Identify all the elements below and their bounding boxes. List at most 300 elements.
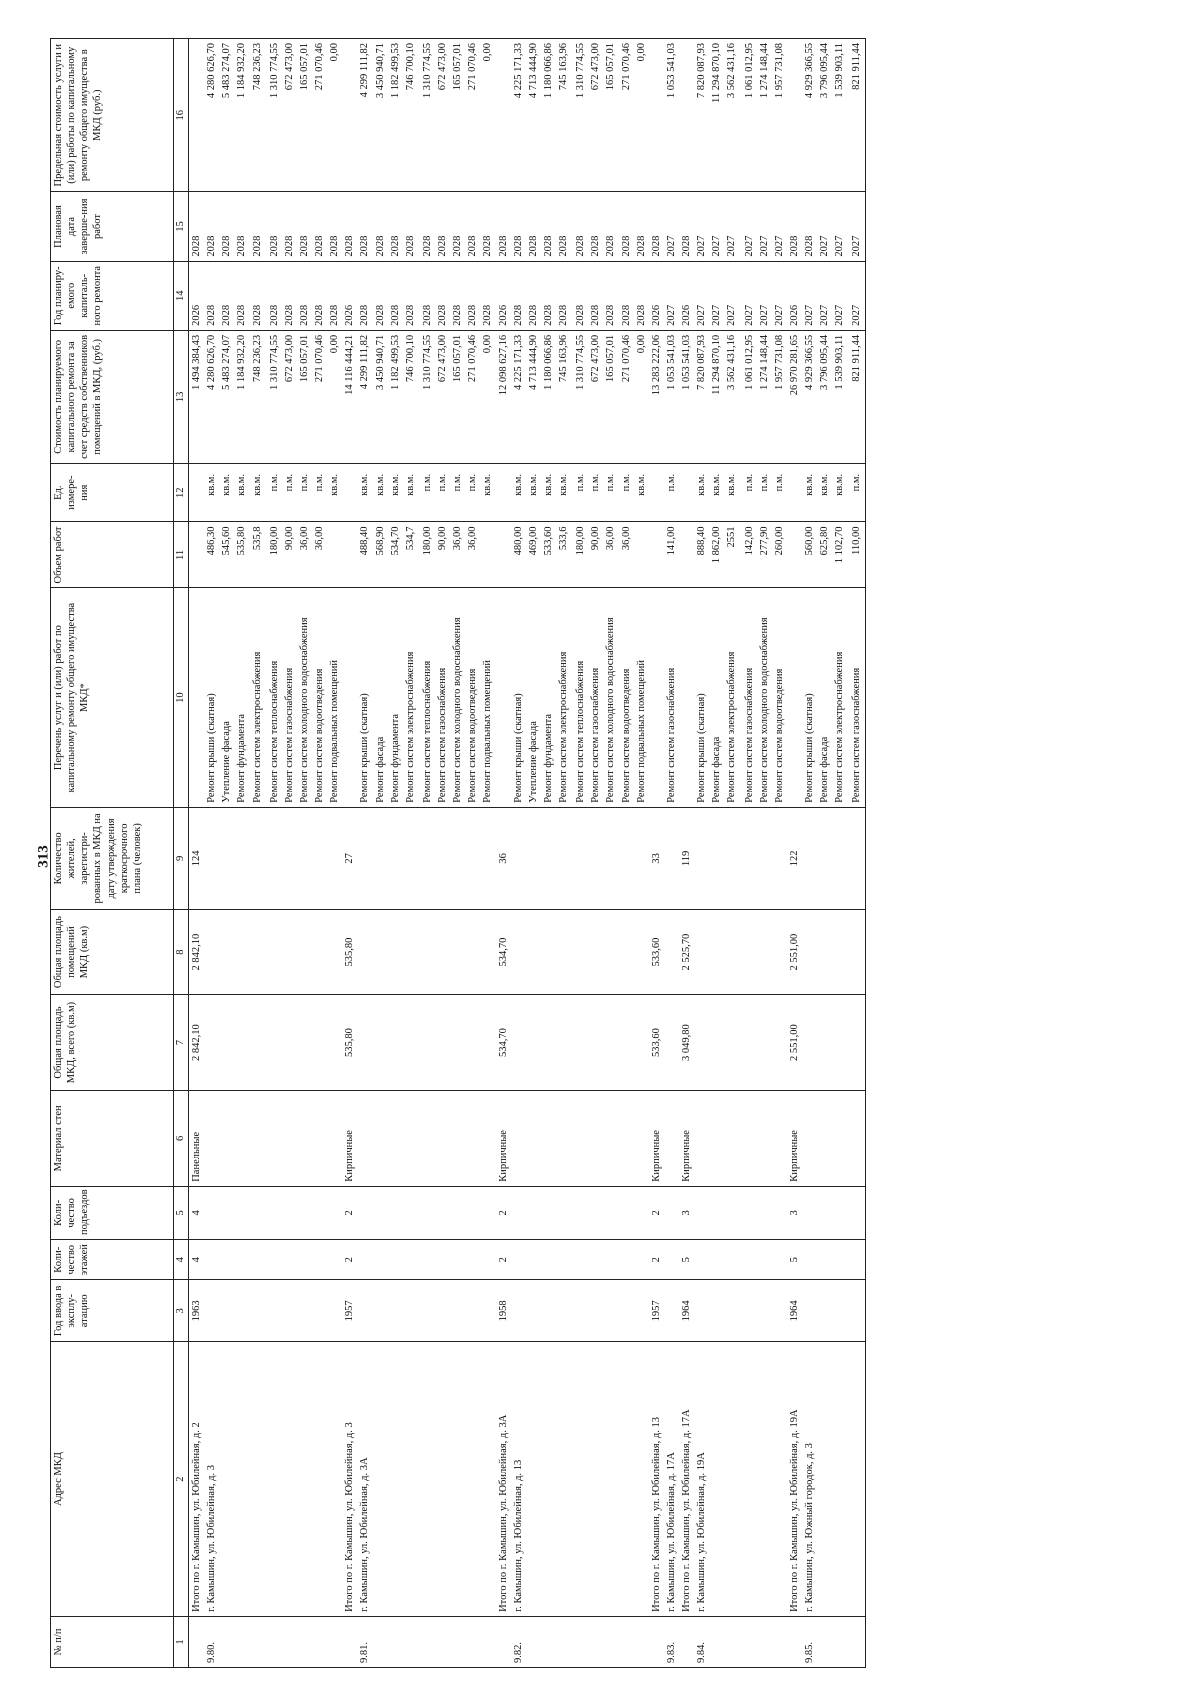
entrances-cell xyxy=(724,1186,739,1239)
col-header: Адрес МКД xyxy=(51,1342,174,1617)
row-number xyxy=(250,1616,265,1667)
work-type-cell: Ремонт подвальных помещений xyxy=(327,588,342,807)
table-row xyxy=(204,39,219,1668)
cost-limit-cell: 821 911,44 xyxy=(849,39,865,192)
address-cell: г. Камышин, ул. Юбилейная, д. 17А xyxy=(664,1342,679,1617)
work-type-cell: Ремонт систем электроснабжения xyxy=(403,588,418,807)
wall-material-cell: Кирпичные xyxy=(649,1090,664,1186)
work-volume-cell: 110,00 xyxy=(849,522,865,588)
row-number xyxy=(556,1616,571,1667)
unit-cell: кв.м. xyxy=(250,463,265,522)
table-row xyxy=(435,39,450,1668)
wall-material-cell xyxy=(327,1090,342,1186)
column-number: 12 xyxy=(174,463,189,522)
address-cell xyxy=(541,1342,556,1617)
work-volume-cell: 141,00 xyxy=(664,522,679,588)
wall-material-cell xyxy=(297,1090,312,1186)
completion-year-cell: 2027 xyxy=(772,192,787,261)
floors-cell xyxy=(802,1240,817,1280)
year-built-cell xyxy=(465,1280,480,1342)
row-number xyxy=(541,1616,556,1667)
residents-cell xyxy=(802,807,817,909)
work-type-cell: Ремонт систем холодного водоснабжения xyxy=(450,588,465,807)
table-row xyxy=(619,39,634,1668)
table-row xyxy=(219,39,234,1668)
wall-material-cell xyxy=(634,1090,649,1186)
repair-cost-cell: 4 299 111,82 xyxy=(357,330,372,463)
unit-cell: кв.м. xyxy=(357,463,372,522)
premises-area-cell xyxy=(511,909,526,994)
cost-limit-cell: 1 310 774,55 xyxy=(573,39,588,192)
address-cell xyxy=(757,1342,772,1617)
total-area-cell xyxy=(832,995,847,1091)
entrances-cell xyxy=(373,1186,388,1239)
planned-year-cell: 2028 xyxy=(388,261,403,330)
residents-cell xyxy=(619,807,634,909)
planned-year-cell: 2028 xyxy=(250,261,265,330)
completion-year-cell: 2028 xyxy=(388,192,403,261)
residents-cell xyxy=(465,807,480,909)
work-volume-cell: 535,80 xyxy=(234,522,249,588)
unit-cell xyxy=(679,463,694,522)
repair-cost-cell: 821 911,44 xyxy=(849,330,865,463)
floors-cell xyxy=(282,1240,297,1280)
work-volume-cell xyxy=(189,522,205,588)
total-area-cell xyxy=(282,995,297,1091)
rotated-page xyxy=(50,38,1180,1668)
row-number xyxy=(403,1616,418,1667)
completion-year-cell: 2028 xyxy=(679,192,694,261)
total-area-cell xyxy=(204,995,219,1091)
work-volume-cell xyxy=(634,522,649,588)
work-type-cell: Ремонт крыши (скатная) xyxy=(357,588,372,807)
cost-limit-cell: 11 294 870,10 xyxy=(709,39,724,192)
row-number: 9.83. xyxy=(664,1616,679,1667)
address-cell xyxy=(480,1342,495,1617)
unit-cell xyxy=(649,463,664,522)
floors-cell xyxy=(327,1240,342,1280)
cost-limit-cell: 3 450 940,71 xyxy=(373,39,388,192)
unit-cell: п.м. xyxy=(450,463,465,522)
year-built-cell xyxy=(204,1280,219,1342)
work-type-cell: Ремонт фасада xyxy=(709,588,724,807)
completion-year-cell: 2027 xyxy=(724,192,739,261)
residents-cell xyxy=(588,807,603,909)
planned-year-cell: 2026 xyxy=(189,261,205,330)
entrances-cell xyxy=(849,1186,865,1239)
row-number xyxy=(679,1616,694,1667)
total-area-cell xyxy=(511,995,526,1091)
repair-cost-cell: 1 182 499,53 xyxy=(388,330,403,463)
completion-year-cell: 2028 xyxy=(573,192,588,261)
repair-cost-cell: 7 820 087,93 xyxy=(694,330,709,463)
col-header: Предельная стоимость услуги и (или) работы по капитальному ремонту общего имущества в МКД (руб.) xyxy=(51,39,174,192)
work-volume-cell: 36,00 xyxy=(297,522,312,588)
year-built-cell xyxy=(420,1280,435,1342)
address-cell xyxy=(573,1342,588,1617)
cost-limit-cell: 4 280 626,70 xyxy=(204,39,219,192)
floors-cell xyxy=(267,1240,282,1280)
repair-cost-cell: 672 473,00 xyxy=(588,330,603,463)
planned-year-cell: 2028 xyxy=(588,261,603,330)
address-cell xyxy=(849,1342,865,1617)
wall-material-cell xyxy=(619,1090,634,1186)
wall-material-cell xyxy=(556,1090,571,1186)
column-number: 1 xyxy=(174,1616,189,1667)
unit-cell: п.м. xyxy=(742,463,757,522)
floors-cell xyxy=(817,1240,832,1280)
cost-limit-cell: 1 274 148,44 xyxy=(757,39,772,192)
table-row xyxy=(297,39,312,1668)
year-built-cell xyxy=(832,1280,847,1342)
premises-area-cell xyxy=(849,909,865,994)
completion-year-cell: 2028 xyxy=(480,192,495,261)
completion-year-cell: 2028 xyxy=(588,192,603,261)
total-area-cell: 533,60 xyxy=(649,995,664,1091)
row-number xyxy=(267,1616,282,1667)
entrances-cell xyxy=(709,1186,724,1239)
completion-year-cell: 2028 xyxy=(634,192,649,261)
cost-limit-cell: 1 061 012,95 xyxy=(742,39,757,192)
entrances-cell: 2 xyxy=(342,1186,357,1239)
planned-year-cell: 2028 xyxy=(357,261,372,330)
work-type-cell: Ремонт систем электроснабжения xyxy=(250,588,265,807)
row-number xyxy=(435,1616,450,1667)
total-area-cell: 2 551,00 xyxy=(787,995,802,1091)
table-row xyxy=(189,39,205,1668)
unit-cell: п.м. xyxy=(664,463,679,522)
total-area-cell xyxy=(267,995,282,1091)
address-cell: Итого по г. Камышин, ул. Юбилейная, д. 3А xyxy=(496,1342,511,1617)
planned-year-cell: 2028 xyxy=(327,261,342,330)
floors-cell xyxy=(588,1240,603,1280)
repair-cost-cell: 1 053 541,03 xyxy=(679,330,694,463)
address-cell xyxy=(465,1342,480,1617)
year-built-cell xyxy=(480,1280,495,1342)
cost-limit-cell: 4 713 444,90 xyxy=(526,39,541,192)
unit-cell: кв.м. xyxy=(480,463,495,522)
floors-cell xyxy=(465,1240,480,1280)
year-built-cell xyxy=(694,1280,709,1342)
completion-year-cell: 2027 xyxy=(694,192,709,261)
row-number xyxy=(282,1616,297,1667)
floors-cell: 4 xyxy=(189,1240,205,1280)
completion-year-cell: 2028 xyxy=(541,192,556,261)
column-number: 16 xyxy=(174,39,189,192)
table-row xyxy=(664,39,679,1668)
wall-material-cell xyxy=(450,1090,465,1186)
wall-material-cell: Кирпичные xyxy=(679,1090,694,1186)
total-area-cell xyxy=(420,995,435,1091)
premises-area-cell xyxy=(282,909,297,994)
cost-limit-cell: 271 070,46 xyxy=(312,39,327,192)
year-built-cell xyxy=(435,1280,450,1342)
entrances-cell xyxy=(357,1186,372,1239)
work-type-cell: Ремонт систем газоснабжения xyxy=(282,588,297,807)
premises-area-cell xyxy=(204,909,219,994)
total-area-cell xyxy=(465,995,480,1091)
entrances-cell: 3 xyxy=(787,1186,802,1239)
planned-year-cell: 2028 xyxy=(634,261,649,330)
premises-area-cell xyxy=(403,909,418,994)
work-volume-cell: 486,30 xyxy=(204,522,219,588)
residents-cell xyxy=(757,807,772,909)
unit-cell xyxy=(189,463,205,522)
cost-limit-cell: 745 163,96 xyxy=(556,39,571,192)
table-row xyxy=(388,39,403,1668)
work-type-cell: Ремонт систем газоснабжения xyxy=(849,588,865,807)
total-area-cell xyxy=(435,995,450,1091)
cost-limit-cell: 4 225 171,33 xyxy=(511,39,526,192)
total-area-cell xyxy=(573,995,588,1091)
table-row xyxy=(573,39,588,1668)
premises-area-cell xyxy=(357,909,372,994)
col-header: Количество жителей, зарегистри-рованных в МКД на дату утверждения краткосрочного плана (человек) xyxy=(51,807,174,909)
completion-year-cell: 2027 xyxy=(742,192,757,261)
total-area-cell xyxy=(373,995,388,1091)
col-header: Общая площадь помещений МКД (кв.м) xyxy=(51,909,174,994)
entrances-cell xyxy=(603,1186,618,1239)
premises-area-cell: 535,80 xyxy=(342,909,357,994)
completion-year-cell: 2027 xyxy=(832,192,847,261)
address-cell xyxy=(772,1342,787,1617)
unit-cell xyxy=(496,463,511,522)
wall-material-cell xyxy=(282,1090,297,1186)
floors-cell xyxy=(450,1240,465,1280)
premises-area-cell xyxy=(556,909,571,994)
entrances-cell: 4 xyxy=(189,1186,205,1239)
cost-limit-cell: 7 820 087,93 xyxy=(694,39,709,192)
year-built-cell xyxy=(511,1280,526,1342)
address-cell xyxy=(742,1342,757,1617)
row-number xyxy=(772,1616,787,1667)
floors-cell xyxy=(234,1240,249,1280)
repair-cost-cell: 1 494 384,43 xyxy=(189,330,205,463)
residents-cell xyxy=(603,807,618,909)
floors-cell xyxy=(619,1240,634,1280)
row-number xyxy=(234,1616,249,1667)
table-row xyxy=(526,39,541,1668)
unit-cell: кв.м. xyxy=(204,463,219,522)
unit-cell: кв.м. xyxy=(526,463,541,522)
wall-material-cell xyxy=(724,1090,739,1186)
year-built-cell: 1964 xyxy=(679,1280,694,1342)
repair-cost-cell: 1 184 932,20 xyxy=(234,330,249,463)
work-volume-cell xyxy=(787,522,802,588)
work-volume-cell: 545,60 xyxy=(219,522,234,588)
work-volume-cell: 180,00 xyxy=(573,522,588,588)
year-built-cell xyxy=(450,1280,465,1342)
completion-year-cell: 2028 xyxy=(603,192,618,261)
floors-cell xyxy=(480,1240,495,1280)
cost-limit-cell: 1 180 066,86 xyxy=(541,39,556,192)
completion-year-cell: 2028 xyxy=(250,192,265,261)
completion-year-cell: 2027 xyxy=(817,192,832,261)
work-volume-cell: 277,90 xyxy=(757,522,772,588)
work-type-cell: Утепление фасада xyxy=(526,588,541,807)
address-cell: г. Камышин, ул. Юбилейная, д. 13 xyxy=(511,1342,526,1617)
address-cell xyxy=(420,1342,435,1617)
year-built-cell xyxy=(388,1280,403,1342)
entrances-cell xyxy=(742,1186,757,1239)
total-area-cell xyxy=(297,995,312,1091)
wall-material-cell xyxy=(802,1090,817,1186)
residents-cell: 119 xyxy=(679,807,694,909)
planned-year-cell: 2028 xyxy=(541,261,556,330)
work-type-cell: Ремонт крыши (скатная) xyxy=(511,588,526,807)
work-type-cell: Ремонт фундамента xyxy=(234,588,249,807)
year-built-cell xyxy=(250,1280,265,1342)
unit-cell: кв.м. xyxy=(541,463,556,522)
table-row xyxy=(541,39,556,1668)
premises-area-cell xyxy=(435,909,450,994)
entrances-cell xyxy=(817,1186,832,1239)
table-row xyxy=(312,39,327,1668)
floors-cell xyxy=(388,1240,403,1280)
planned-year-cell: 2028 xyxy=(420,261,435,330)
repair-cost-cell: 271 070,46 xyxy=(619,330,634,463)
entrances-cell xyxy=(450,1186,465,1239)
floors-cell xyxy=(742,1240,757,1280)
completion-year-cell: 2028 xyxy=(787,192,802,261)
wall-material-cell xyxy=(757,1090,772,1186)
planned-year-cell: 2028 xyxy=(403,261,418,330)
year-built-cell xyxy=(373,1280,388,1342)
work-type-cell: Ремонт фасада xyxy=(373,588,388,807)
floors-cell: 2 xyxy=(649,1240,664,1280)
column-number-row xyxy=(174,39,189,1668)
unit-cell: п.м. xyxy=(435,463,450,522)
completion-year-cell: 2028 xyxy=(327,192,342,261)
work-volume-cell: 535,8 xyxy=(250,522,265,588)
planned-year-cell: 2028 xyxy=(511,261,526,330)
address-cell xyxy=(588,1342,603,1617)
cost-limit-cell xyxy=(496,39,511,192)
cost-limit-cell xyxy=(649,39,664,192)
wall-material-cell xyxy=(772,1090,787,1186)
residents-cell xyxy=(849,807,865,909)
row-number xyxy=(742,1616,757,1667)
wall-material-cell xyxy=(511,1090,526,1186)
col-header: Коли-чество подъездов xyxy=(51,1186,174,1239)
wall-material-cell xyxy=(403,1090,418,1186)
unit-cell: кв.м. xyxy=(817,463,832,522)
work-type-cell: Ремонт крыши (скатная) xyxy=(204,588,219,807)
premises-area-cell xyxy=(327,909,342,994)
table-row xyxy=(250,39,265,1668)
unit-cell: кв.м. xyxy=(709,463,724,522)
total-area-cell xyxy=(742,995,757,1091)
address-cell: Итого по г. Камышин, ул. Юбилейная, д. 19А xyxy=(787,1342,802,1617)
floors-cell xyxy=(694,1240,709,1280)
work-volume-cell: 1 862,00 xyxy=(709,522,724,588)
column-number: 7 xyxy=(174,995,189,1091)
col-header: Год планиру-емого капиталь-ного ремонта xyxy=(51,261,174,330)
floors-cell xyxy=(832,1240,847,1280)
residents-cell xyxy=(420,807,435,909)
residents-cell xyxy=(250,807,265,909)
work-type-cell xyxy=(679,588,694,807)
row-number xyxy=(526,1616,541,1667)
work-volume-cell xyxy=(649,522,664,588)
address-cell xyxy=(450,1342,465,1617)
table-row xyxy=(496,39,511,1668)
entrances-cell xyxy=(573,1186,588,1239)
premises-area-cell xyxy=(772,909,787,994)
premises-area-cell xyxy=(664,909,679,994)
premises-area-cell xyxy=(724,909,739,994)
work-type-cell: Ремонт систем водоотведения xyxy=(619,588,634,807)
planned-year-cell: 2028 xyxy=(465,261,480,330)
address-cell xyxy=(312,1342,327,1617)
row-number xyxy=(189,1616,205,1667)
work-type-cell: Ремонт систем теплоснабжения xyxy=(420,588,435,807)
planned-year-cell: 2027 xyxy=(742,261,757,330)
work-volume-cell: 90,00 xyxy=(435,522,450,588)
entrances-cell xyxy=(694,1186,709,1239)
premises-area-cell: 533,60 xyxy=(649,909,664,994)
unit-cell: кв.м. xyxy=(724,463,739,522)
premises-area-cell: 2 525,70 xyxy=(679,909,694,994)
cost-limit-cell: 3 796 095,44 xyxy=(817,39,832,192)
work-type-cell: Ремонт систем водоотведения xyxy=(312,588,327,807)
work-type-cell: Ремонт систем холодного водоснабжения xyxy=(603,588,618,807)
planned-year-cell: 2027 xyxy=(694,261,709,330)
completion-year-cell: 2028 xyxy=(373,192,388,261)
premises-area-cell xyxy=(603,909,618,994)
work-type-cell xyxy=(496,588,511,807)
entrances-cell xyxy=(832,1186,847,1239)
floors-cell xyxy=(511,1240,526,1280)
premises-area-cell xyxy=(709,909,724,994)
unit-cell: п.м. xyxy=(267,463,282,522)
entrances-cell xyxy=(219,1186,234,1239)
repair-cost-cell: 1 274 148,44 xyxy=(757,330,772,463)
wall-material-cell xyxy=(435,1090,450,1186)
cost-limit-cell: 165 057,01 xyxy=(297,39,312,192)
work-type-cell: Ремонт фундамента xyxy=(388,588,403,807)
entrances-cell xyxy=(267,1186,282,1239)
total-area-cell: 3 049,80 xyxy=(679,995,694,1091)
completion-year-cell: 2028 xyxy=(465,192,480,261)
completion-year-cell: 2027 xyxy=(757,192,772,261)
row-number xyxy=(373,1616,388,1667)
col-header: Общая площадь МКД, всего (кв.м) xyxy=(51,995,174,1091)
planned-year-cell: 2028 xyxy=(373,261,388,330)
table-row xyxy=(772,39,787,1668)
unit-cell: п.м. xyxy=(772,463,787,522)
wall-material-cell xyxy=(480,1090,495,1186)
repair-cost-cell: 3 562 431,16 xyxy=(724,330,739,463)
total-area-cell xyxy=(817,995,832,1091)
entrances-cell xyxy=(388,1186,403,1239)
table-row xyxy=(757,39,772,1668)
wall-material-cell xyxy=(694,1090,709,1186)
total-area-cell xyxy=(849,995,865,1091)
work-volume-cell xyxy=(327,522,342,588)
completion-year-cell: 2028 xyxy=(496,192,511,261)
entrances-cell xyxy=(312,1186,327,1239)
wall-material-cell xyxy=(817,1090,832,1186)
repair-cost-cell: 1 053 541,03 xyxy=(664,330,679,463)
work-type-cell: Ремонт систем холодного водоснабжения xyxy=(297,588,312,807)
address-cell xyxy=(724,1342,739,1617)
residents-cell xyxy=(480,807,495,909)
premises-area-cell xyxy=(541,909,556,994)
table-row xyxy=(420,39,435,1668)
year-built-cell: 1963 xyxy=(189,1280,205,1342)
residents-cell xyxy=(511,807,526,909)
